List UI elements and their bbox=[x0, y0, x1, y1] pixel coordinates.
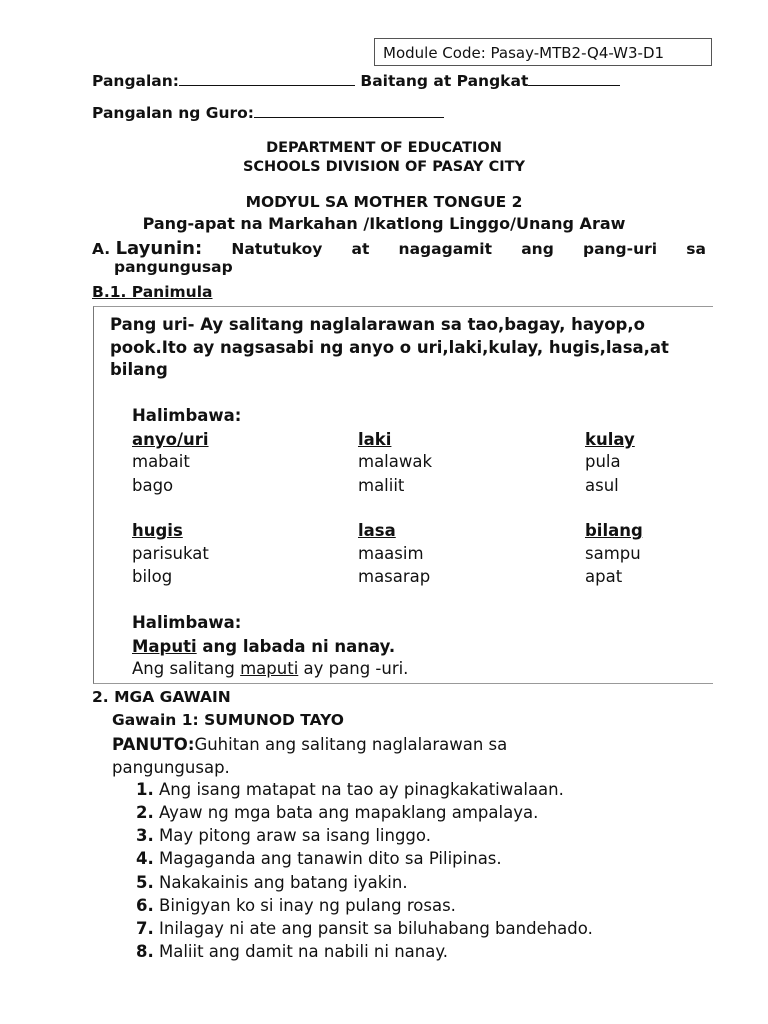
item-number: 7. bbox=[136, 919, 154, 938]
example-word: sampu bbox=[585, 544, 641, 563]
example-word: malawak bbox=[358, 452, 433, 471]
activities-heading: 2. MGA GAWAIN bbox=[92, 688, 231, 706]
item-number: 1. bbox=[136, 780, 154, 799]
name-label: Pangalan: bbox=[92, 72, 179, 90]
exercise-item[interactable] bbox=[136, 896, 456, 915]
objective-word: sa bbox=[686, 240, 706, 258]
gawain1-title: Gawain 1: SUMUNOD TAYO bbox=[112, 711, 344, 729]
objective-marker: A. bbox=[92, 240, 111, 258]
example-word: masarap bbox=[358, 567, 431, 586]
example-word: apat bbox=[585, 567, 623, 586]
item-text: Binigyan ko si inay ng pulang rosas. bbox=[153, 896, 456, 915]
example-sentence bbox=[132, 637, 395, 656]
category-header: kulay bbox=[585, 430, 635, 449]
category-header: anyo/uri bbox=[132, 430, 209, 449]
example-explanation bbox=[132, 659, 408, 678]
definition-text: Pang uri- Ay salitang naglalarawan sa tao,bagay, hayop,o pook.Ito ay nagsasabi ng anyo o uri,laki,kulay, hugis,lasa,at bilang bbox=[110, 315, 669, 379]
item-number: 3. bbox=[136, 826, 154, 845]
teacher-field[interactable] bbox=[92, 102, 444, 122]
example-word: maliit bbox=[358, 476, 405, 495]
panuto-label: PANUTO: bbox=[112, 735, 195, 754]
grade-blank[interactable] bbox=[528, 70, 620, 86]
exercise-item[interactable] bbox=[136, 919, 593, 938]
item-number: 8. bbox=[136, 942, 154, 961]
example-sentence-rest: ang labada ni nanay. bbox=[196, 637, 396, 656]
item-number: 2. bbox=[136, 803, 154, 822]
exercise-item[interactable] bbox=[136, 780, 564, 799]
name-blank[interactable] bbox=[179, 70, 355, 86]
exercise-item[interactable] bbox=[136, 873, 408, 892]
division-title: SCHOOLS DIVISION OF PASAY CITY bbox=[242, 159, 526, 175]
explain-word: maputi bbox=[240, 659, 299, 678]
name-field[interactable] bbox=[92, 70, 620, 90]
objective-word: at bbox=[351, 240, 370, 258]
objective-word: ang bbox=[521, 240, 554, 258]
objective-word: nagagamit bbox=[398, 240, 493, 258]
category-header: bilang bbox=[585, 521, 643, 540]
item-number: 4. bbox=[136, 849, 154, 868]
grade-label: Baitang at Pangkat bbox=[360, 72, 529, 90]
objective-word: pang-uri bbox=[582, 240, 658, 258]
objective-label: Layunin: bbox=[115, 238, 203, 259]
department-title: DEPARTMENT OF EDUCATION bbox=[266, 140, 502, 156]
example-sentence-word: Maputi bbox=[132, 637, 197, 656]
objective-line-1 bbox=[92, 238, 706, 259]
example-word: maasim bbox=[358, 544, 424, 563]
example-label: Halimbawa: bbox=[132, 406, 242, 425]
exercise-item[interactable] bbox=[136, 849, 502, 868]
panuto bbox=[112, 735, 507, 754]
item-number: 6. bbox=[136, 896, 154, 915]
panuto-text: Guhitan ang salitang naglalarawan sa bbox=[194, 735, 508, 754]
explain-post: ay pang -uri. bbox=[298, 659, 409, 678]
category-header: lasa bbox=[358, 521, 396, 540]
category-header: hugis bbox=[132, 521, 183, 540]
exercise-item[interactable] bbox=[136, 826, 431, 845]
example-word: mabait bbox=[132, 452, 190, 471]
exercise-item[interactable] bbox=[136, 942, 448, 961]
item-text: Maliit ang damit na nabili ni nanay. bbox=[153, 942, 448, 961]
exercise-item[interactable] bbox=[136, 803, 538, 822]
item-number: 5. bbox=[136, 873, 154, 892]
explain-pre: Ang salitang bbox=[132, 659, 241, 678]
panimula-heading: B.1. Panimula bbox=[92, 283, 213, 301]
category-header: laki bbox=[358, 430, 392, 449]
item-text: Ayaw ng mga bata ang mapaklang ampalaya. bbox=[153, 803, 539, 822]
example-word: pula bbox=[585, 452, 621, 471]
module-title: MODYUL SA MOTHER TONGUE 2 bbox=[245, 193, 523, 211]
module-code: Module Code: Pasay-MTB2-Q4-W3-D1 bbox=[374, 38, 712, 66]
item-text: Inilagay ni ate ang pansit sa biluhabang bandehado. bbox=[153, 919, 593, 938]
example-word: bilog bbox=[132, 567, 173, 586]
objective-word: Natutukoy bbox=[231, 240, 323, 258]
item-text: May pitong araw sa isang linggo. bbox=[153, 826, 431, 845]
schedule-title: Pang-apat na Markahan /Ikatlong Linggo/Unang Araw bbox=[142, 214, 626, 233]
objective-line-2: pangungusap bbox=[114, 258, 233, 276]
objective bbox=[92, 238, 706, 276]
objective-label-group bbox=[92, 238, 202, 259]
item-text: Ang isang matapat na tao ay pinagkakatiwalaan. bbox=[153, 780, 564, 799]
panuto-text-2: pangungusap. bbox=[112, 758, 230, 777]
item-text: Nakakainis ang batang iyakin. bbox=[153, 873, 408, 892]
example-word: asul bbox=[585, 476, 619, 495]
example-word: parisukat bbox=[132, 544, 209, 563]
example2-label: Halimbawa: bbox=[132, 613, 242, 632]
example-word: bago bbox=[132, 476, 174, 495]
teacher-blank[interactable] bbox=[254, 102, 444, 118]
item-text: Magaganda ang tanawin dito sa Pilipinas. bbox=[153, 849, 502, 868]
teacher-label: Pangalan ng Guro: bbox=[92, 104, 254, 122]
